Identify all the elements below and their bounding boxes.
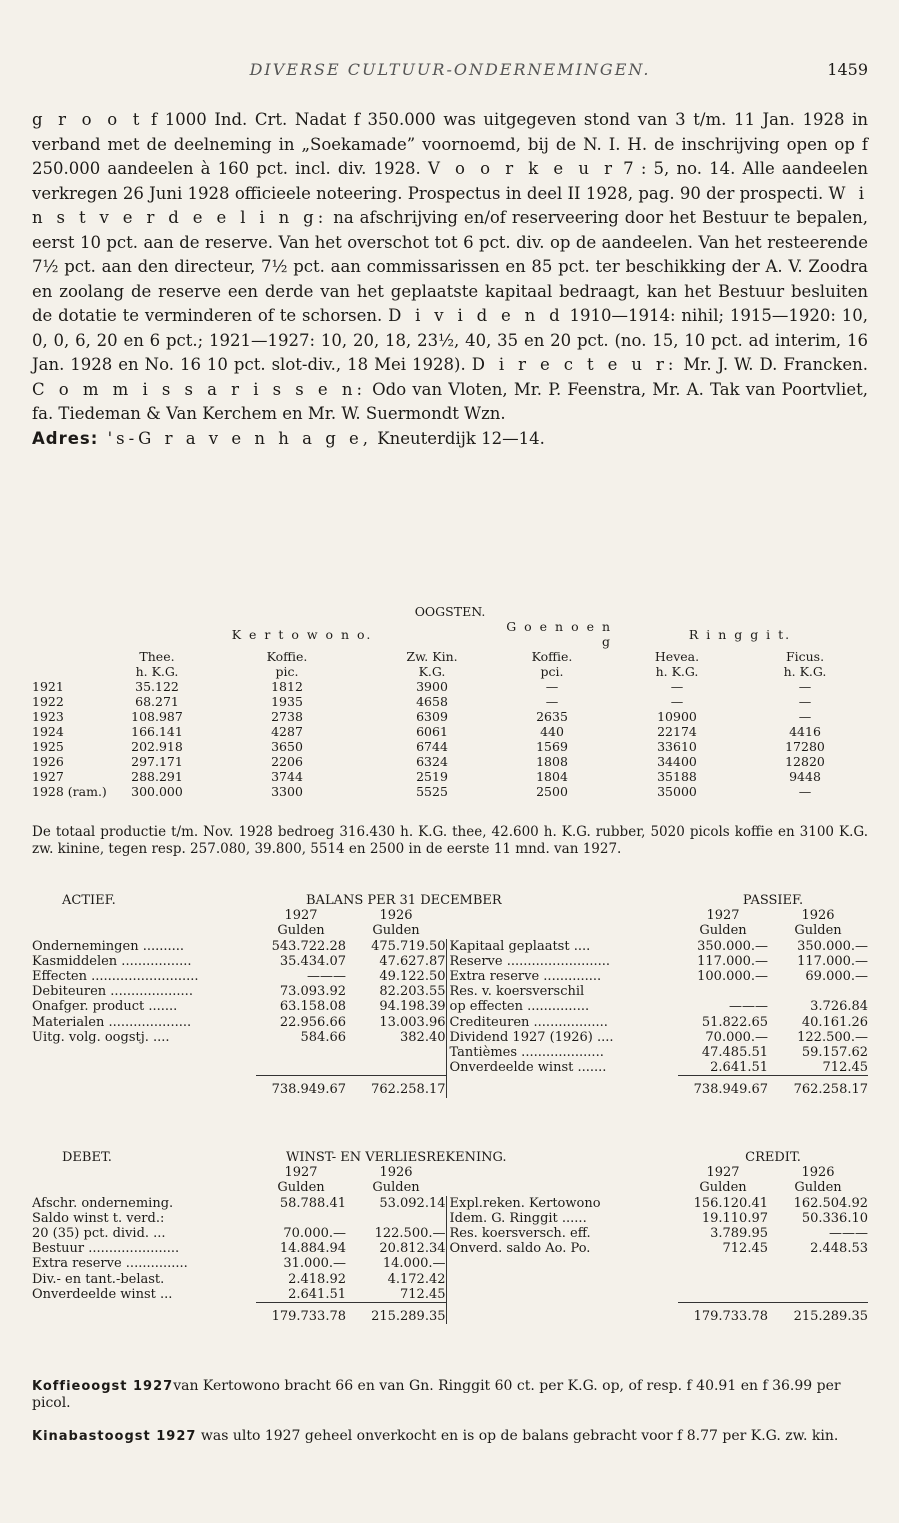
table-row	[32, 1060, 868, 1076]
item-label: Afschr. onderneming.	[32, 1195, 174, 1211]
table-row	[32, 1287, 868, 1303]
table-row	[32, 939, 868, 954]
item-amount: ———	[729, 999, 769, 1015]
text-span: na afschrijving en/of reserveering door het Bestuur te bepalen, eerst 10 pct. aan de reserve. Van het overschot tot 6 pct. div. op de aandeelen. Van het resteerende 7½ pct. aan den directeur, 7½ pct. aan commissarissen en 85 pct. ter beschikking der A. V. Zoodra en zoolang de reserve een derde van het geplaatste kapitaal bedraagt, kan het Bestuur besluiten de dotatie te verminderen of te schorsen.	[32, 208, 868, 325]
table-cell: 5525	[416, 784, 448, 799]
row-year: 1924	[32, 724, 64, 739]
table-cell: 1812	[271, 679, 303, 694]
item-amount: 49.122.50	[379, 969, 446, 985]
year-label: 1926	[801, 1165, 835, 1181]
table-row	[32, 754, 868, 769]
pl-total: 215.289.35	[346, 1303, 446, 1325]
description-paragraph	[32, 108, 868, 427]
column-header: Ficus.	[785, 649, 825, 664]
item-amount	[256, 1211, 346, 1226]
table-row	[32, 1045, 868, 1060]
item-amount: 117.000.—	[697, 953, 769, 969]
item-amount: 100.000.—	[697, 969, 769, 985]
pl-total: 179.733.78	[678, 1303, 768, 1325]
item-amount	[768, 1287, 868, 1303]
year-label: 1926	[801, 908, 835, 924]
item-label: Onafger. product .......	[32, 999, 178, 1015]
page-header	[32, 60, 868, 84]
table-row	[32, 724, 868, 739]
spaced-term: g r o o t	[32, 110, 144, 129]
table-cell: 33610	[657, 739, 697, 754]
item-label: Saldo winst t. verd.:	[32, 1210, 165, 1226]
column-unit: h. K.G.	[135, 664, 179, 679]
item-label: Extra reserve ...............	[32, 1256, 188, 1272]
spaced-term: D i r e c t e u r:	[471, 355, 678, 374]
item-amount: 13.003.96	[379, 1014, 446, 1030]
coffee-harvest-text: van Kertowono bracht 66 en van Gn. Ringgit 60 ct. per K.G. op, of resp. f 40.91 en f 36.99 per picol.	[32, 1378, 841, 1411]
item-amount: 3.789.95	[710, 1226, 768, 1242]
table-row	[32, 1030, 868, 1045]
table-cell: 3650	[271, 739, 303, 754]
item-amount	[256, 1045, 346, 1060]
item-label	[32, 1045, 256, 1060]
item-label: Expl.reken. Kertowono	[446, 1196, 678, 1211]
table-row	[32, 784, 868, 799]
profit-loss-account	[32, 1150, 868, 1324]
table-cell: 1569	[536, 739, 568, 754]
pl-right-title: CREDIT.	[745, 1150, 801, 1165]
item-label: Tantièmes ....................	[446, 1045, 678, 1060]
table-cell: 2519	[416, 769, 448, 784]
table-row	[32, 769, 868, 784]
table-cell: 288.291	[131, 769, 183, 784]
item-amount: 162.504.92	[793, 1195, 868, 1211]
item-amount: 2.641.51	[710, 1060, 769, 1076]
spaced-term: C o m m i s s a r i s s e n:	[32, 379, 366, 399]
item-amount: 58.788.41	[279, 1195, 346, 1211]
item-label: Onverdeelde winst ...	[32, 1287, 173, 1303]
table-cell: 3300	[271, 784, 303, 799]
item-amount: 47.485.51	[701, 1045, 769, 1061]
item-amount	[768, 1272, 868, 1287]
item-amount: 3.726.84	[810, 999, 869, 1015]
unit-label: Gulden	[277, 923, 325, 939]
table-cell: 1808	[536, 754, 568, 769]
table-cell: 35000	[657, 784, 697, 799]
balance-left-title: ACTIEF.	[62, 893, 116, 908]
table-cell: 2738	[271, 709, 303, 724]
item-label: Idem. G. Ringgit ......	[446, 1211, 678, 1226]
item-amount: 543.722.28	[271, 938, 346, 954]
unit-label: Gulden	[699, 1180, 747, 1196]
item-amount: 35.434.07	[279, 953, 346, 969]
cinchona-harvest-note	[32, 1428, 868, 1445]
text-span: 1910—1914: nihil; 1915—1920: 10, 0, 0, 6, 20 en 6 pct.; 1921—1927: 10, 20, 18, 23½, 40, 35 en 20 pct. (no. 15, 10 pct. ad interim, 16 Jan. 1928 en No. 16 10 pct. slot-div., 18 Mei 1928).	[32, 306, 869, 374]
table-row	[32, 999, 868, 1014]
item-amount: 2.418.92	[288, 1271, 346, 1287]
column-header: Koffie.	[531, 649, 573, 664]
address-city: 's-G r a v e n h a g e,	[98, 428, 373, 448]
unit-label: Gulden	[372, 1180, 420, 1196]
item-amount: 94.198.39	[379, 999, 446, 1015]
table-cell: 1935	[271, 694, 303, 709]
year-label: 1927	[284, 908, 318, 924]
unit-label: Gulden	[277, 1180, 325, 1196]
harvest-table	[32, 604, 868, 799]
item-amount: 350.000.—	[697, 938, 769, 954]
unit-label: Gulden	[794, 923, 842, 939]
item-amount: 69.000.—	[805, 969, 869, 985]
column-header: Koffie.	[266, 649, 308, 664]
spaced-term: W i n s t v e r d e e l i n g:	[32, 183, 868, 227]
column-header: Hevea.	[654, 649, 700, 664]
item-amount	[678, 1256, 768, 1271]
company-description	[32, 108, 868, 451]
item-amount: 59.157.62	[801, 1045, 869, 1061]
group-goenoeng: G o e n o e n g	[506, 619, 612, 649]
row-year: 1928 (ram.)	[32, 784, 107, 799]
item-label: Bestuur ......................	[32, 1241, 180, 1257]
item-label: Materialen ....................	[32, 1014, 192, 1030]
cinchona-harvest-text: was ulto 1927 geheel onverkocht en is op de balans gebracht voor f 8.77 per K.G. zw. kin.	[196, 1428, 839, 1444]
item-amount: 53.092.14	[379, 1195, 446, 1211]
table-row	[32, 679, 868, 694]
balance-center-title: BALANS PER 31 DECEMBER	[306, 893, 502, 908]
table-cell: 202.918	[131, 739, 183, 754]
pl-left-title: DEBET.	[62, 1150, 112, 1165]
item-amount: 50.336.10	[801, 1210, 868, 1226]
table-cell: —	[545, 694, 559, 709]
table-cell: 300.000	[131, 784, 183, 799]
item-amount: 712.45	[400, 1286, 446, 1302]
table-cell: 6744	[416, 739, 448, 754]
table-cell: 108.987	[131, 709, 183, 724]
harvest-title: OOGSTEN.	[414, 604, 486, 619]
table-cell: 3744	[271, 769, 303, 784]
table-cell: 1804	[536, 769, 568, 784]
item-amount	[768, 1256, 868, 1271]
table-cell: 17280	[785, 739, 825, 754]
table-cell: —	[798, 709, 812, 724]
item-label: Kasmiddelen .................	[32, 953, 192, 969]
item-amount: 4.172.42	[387, 1271, 446, 1287]
item-amount	[346, 1045, 446, 1060]
cinchona-harvest-label: Kinabastoogst 1927	[32, 1429, 197, 1444]
address-label: Adres:	[32, 428, 99, 448]
table-row	[32, 1196, 868, 1211]
item-label: Kapitaal geplaatst ....	[446, 939, 678, 954]
item-amount: 122.500.—	[797, 1029, 869, 1045]
item-amount: 584.66	[300, 1029, 346, 1045]
item-label: Dividend 1927 (1926) ....	[446, 1030, 678, 1045]
text-span: Odo van Vloten, Mr. P. Feenstra, Mr. A. Tak van Poortvliet, fa. Tiedeman & Van Kerchem en Mr. W. Suermondt Wzn.	[32, 379, 868, 423]
pl-center-title: WINST- EN VERLIESREKENING.	[286, 1150, 507, 1165]
spaced-term: D i v i d e n d	[388, 306, 564, 325]
table-cell: 35188	[657, 769, 697, 784]
column-unit: h. K.G.	[655, 664, 699, 679]
item-label: Crediteuren ..................	[446, 1015, 678, 1030]
table-cell: —	[798, 694, 812, 709]
item-label	[446, 1272, 678, 1287]
year-label: 1927	[284, 1165, 318, 1181]
item-label: Res. koersversch. eff.	[446, 1226, 678, 1241]
item-label: Ondernemingen ..........	[32, 938, 185, 954]
table-row	[32, 709, 868, 724]
item-amount	[678, 1272, 768, 1287]
table-cell: 22174	[657, 724, 697, 739]
column-header: Thee.	[139, 649, 175, 664]
text-span: 7 : 5, no. 14. Alle aandeelen verkregen 26 Juni 1928 officieele noteering. Prospectus in deel II 1928, pag. 90 der prospecti.	[32, 159, 868, 203]
item-label: Debiteuren ....................	[32, 984, 193, 1000]
table-row	[32, 954, 868, 969]
item-amount: 70.000.—	[705, 1029, 769, 1045]
item-amount: 73.093.92	[279, 984, 346, 1000]
coffee-harvest-label: Koffieoogst 1927	[32, 1379, 174, 1394]
table-cell: 4416	[789, 724, 821, 739]
item-amount	[346, 1211, 446, 1226]
table-row	[32, 1241, 868, 1256]
item-amount	[768, 984, 868, 999]
item-amount: 156.120.41	[693, 1195, 768, 1211]
production-note: De totaal productie t/m. Nov. 1928 bedroeg 316.430 h. K.G. thee, 42.600 h. K.G. rubber, 5020 picols koffie en 3100 K.G. zw. kinine, tegen resp. 257.080, 39.800, 5514 en 2500 in de eerste 11 mnd. van 1927.	[32, 824, 868, 857]
pl-total: 215.289.35	[768, 1303, 868, 1325]
item-label	[446, 1256, 678, 1271]
item-amount: 22.956.66	[279, 1014, 346, 1030]
item-amount: 51.822.65	[701, 1014, 769, 1030]
table-cell: 9448	[789, 769, 821, 784]
item-amount: ———	[307, 969, 346, 985]
table-row	[32, 739, 868, 754]
item-amount: 2.641.51	[288, 1286, 346, 1302]
item-label: Onverdeelde winst .......	[446, 1060, 678, 1076]
table-cell: 6324	[416, 754, 448, 769]
table-cell: 3900	[416, 679, 448, 694]
item-amount	[256, 1060, 346, 1076]
table-cell: —	[670, 694, 684, 709]
balance-total: 738.949.67	[678, 1076, 768, 1098]
item-amount: 14.000.—	[382, 1256, 446, 1272]
item-label	[446, 1287, 678, 1303]
item-amount: ———	[829, 1226, 868, 1242]
table-row	[32, 1211, 868, 1226]
table-cell: 4287	[271, 724, 303, 739]
row-year: 1925	[32, 739, 64, 754]
item-amount: 2.448.53	[810, 1241, 868, 1257]
balance-total: 762.258.17	[346, 1076, 446, 1098]
item-amount: 122.500.—	[374, 1226, 446, 1242]
text-span: f 1000 Ind. Crt. Nadat f 350.000 was uitgegeven stond van 3 t/m. 11 Jan. 1928 in verband met de deelneming in „Soekamade” voornoemd, bij de N. I. H. de inschrijving open op f 250.000 aandeelen à 160 pct. incl. div. 1928.	[32, 110, 869, 178]
item-amount	[678, 1287, 768, 1303]
text-span: Mr. J. W. D. Francken.	[677, 355, 869, 374]
address-line	[32, 427, 868, 452]
row-year: 1921	[32, 679, 64, 694]
item-amount: 712.45	[822, 1060, 869, 1076]
table-cell: 297.171	[131, 754, 183, 769]
item-label: op effecten ...............	[446, 999, 678, 1014]
spaced-term: V o o r k e u r	[427, 159, 617, 178]
unit-label: Gulden	[794, 1180, 842, 1196]
item-amount: 40.161.26	[801, 1014, 869, 1030]
item-amount	[678, 984, 768, 999]
table-row	[32, 694, 868, 709]
table-cell: —	[798, 679, 812, 694]
table-row	[32, 1256, 868, 1271]
item-amount: 82.203.55	[379, 984, 446, 1000]
table-cell: 34400	[657, 754, 697, 769]
year-label: 1927	[706, 908, 740, 924]
unit-label: Gulden	[699, 923, 747, 939]
year-label: 1926	[379, 908, 413, 924]
row-year: 1923	[32, 709, 64, 724]
item-label: Effecten ..........................	[32, 969, 199, 985]
table-cell: 4658	[416, 694, 448, 709]
unit-label: Gulden	[372, 923, 420, 939]
group-ringgit: R i n g g i t.	[688, 626, 792, 642]
table-cell: 10900	[657, 709, 697, 724]
item-amount: 117.000.—	[797, 953, 869, 969]
table-cell: 440	[540, 724, 564, 739]
page-number: 1459	[827, 60, 868, 79]
balance-sheet	[32, 893, 868, 1098]
table-cell: —	[670, 679, 684, 694]
item-amount: 19.110.97	[701, 1210, 768, 1226]
table-cell: 68.271	[135, 694, 179, 709]
column-unit: pci.	[540, 664, 564, 679]
table-cell: —	[545, 679, 559, 694]
table-row	[32, 1272, 868, 1287]
year-label: 1926	[379, 1165, 413, 1181]
balance-total: 762.258.17	[768, 1076, 868, 1098]
column-unit: K.G.	[418, 664, 446, 679]
item-amount: 350.000.—	[797, 938, 869, 954]
item-amount: 475.719.50	[371, 938, 446, 954]
table-cell: 12820	[785, 754, 825, 769]
item-amount: 712.45	[722, 1241, 768, 1257]
item-amount: 47.627.87	[379, 953, 446, 969]
row-year: 1926	[32, 754, 64, 769]
item-label: 20 (35) pct. divid. ...	[32, 1226, 166, 1242]
table-cell: —	[798, 784, 812, 799]
table-row	[32, 969, 868, 984]
table-cell: 6309	[416, 709, 448, 724]
table-cell: 2635	[536, 709, 568, 724]
coffee-harvest-note	[32, 1378, 868, 1412]
column-unit: h. K.G.	[783, 664, 827, 679]
row-year: 1922	[32, 694, 64, 709]
column-unit: pic.	[275, 664, 299, 679]
item-label: Uitg. volg. oogstj. ....	[32, 1029, 170, 1045]
item-label: Reserve .........................	[446, 954, 678, 969]
item-amount: 31.000.—	[283, 1256, 346, 1272]
table-cell: 166.141	[131, 724, 183, 739]
item-amount: 70.000.—	[283, 1226, 346, 1242]
item-label	[32, 1060, 256, 1076]
item-label: Extra reserve ..............	[446, 969, 678, 984]
table-cell: 6061	[416, 724, 448, 739]
table-cell: 35.122	[135, 679, 179, 694]
item-label: Res. v. koersverschil	[446, 984, 678, 999]
item-label: Onverd. saldo Ao. Po.	[446, 1241, 678, 1256]
item-amount: 14.884.94	[279, 1241, 346, 1257]
balance-right-title: PASSIEF.	[742, 893, 804, 908]
table-row	[32, 1226, 868, 1241]
group-kertowono: K e r t o w o n o.	[231, 626, 373, 642]
table-cell: 2500	[536, 784, 568, 799]
item-amount: 63.158.08	[279, 999, 346, 1015]
balance-total: 738.949.67	[256, 1076, 346, 1098]
item-label: Div.- en tant.-belast.	[32, 1271, 165, 1287]
table-cell: 2206	[271, 754, 303, 769]
item-amount: 20.812.34	[379, 1241, 446, 1257]
item-amount	[346, 1060, 446, 1076]
item-amount: 382.40	[400, 1029, 446, 1045]
table-row	[32, 984, 868, 999]
year-label: 1927	[706, 1165, 740, 1181]
running-title: DIVERSE CULTUUR-ONDERNEMINGEN.	[249, 60, 651, 79]
column-header: Zw. Kin.	[406, 649, 458, 664]
address-street: Kneuterdijk 12—14.	[372, 428, 545, 448]
table-row	[32, 1015, 868, 1030]
row-year: 1927	[32, 769, 64, 784]
pl-total: 179.733.78	[256, 1303, 346, 1325]
